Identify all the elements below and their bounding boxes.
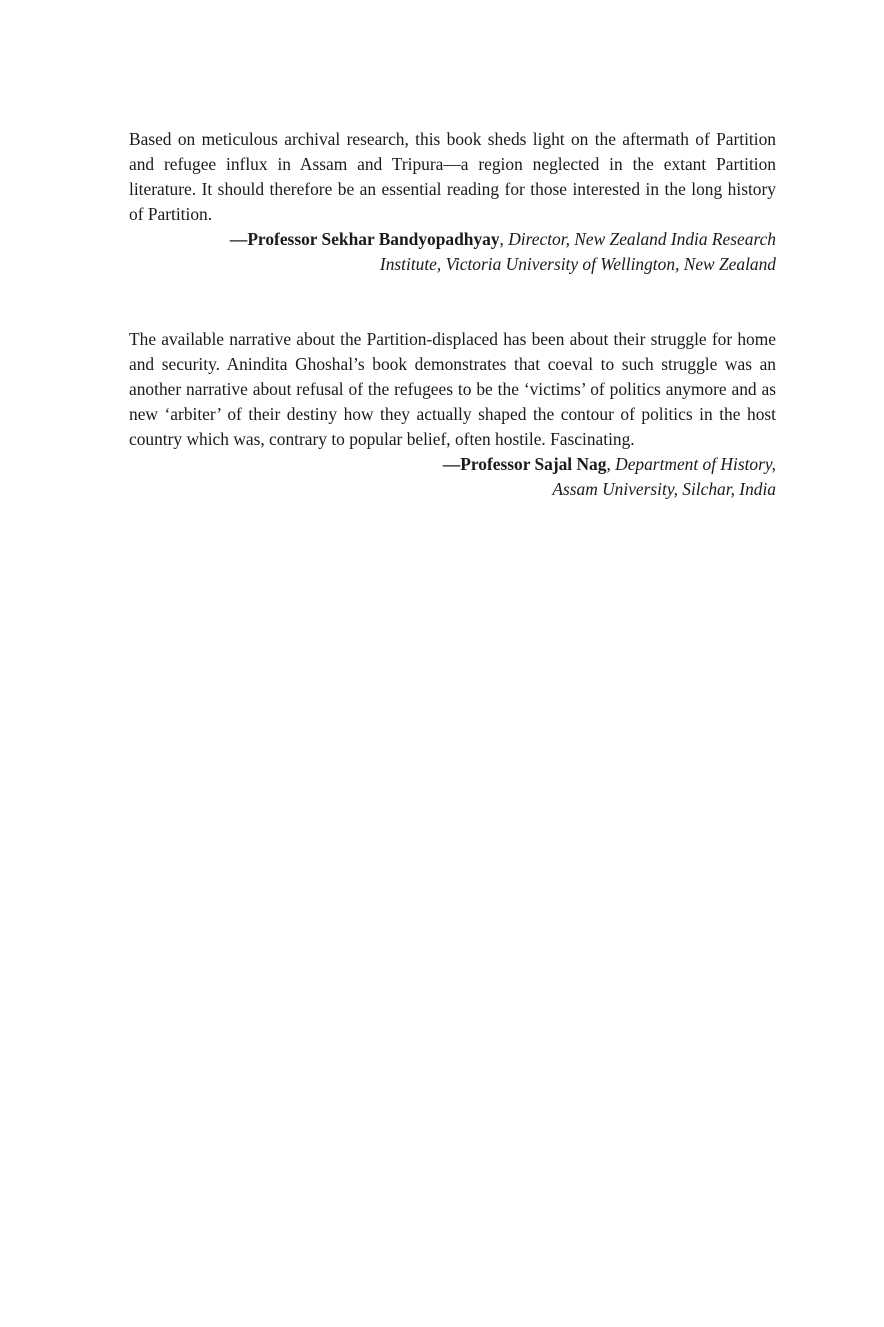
endorsement-attribution <box>129 452 776 502</box>
endorsement-affiliation-line2: Assam University, Silchar, India <box>552 479 776 499</box>
endorsement-author: —Professor Sekhar Bandyopadhyay <box>229 229 500 249</box>
endorsement-affiliation-line2: Institute, Victoria University of Wellington, New Zealand <box>379 254 776 274</box>
endorsement-affiliation-line1: Department of History, <box>615 454 776 474</box>
endorsement-author: —Professor Sajal Nag <box>442 454 607 474</box>
endorsement-2 <box>129 327 776 502</box>
endorsement-attribution <box>129 227 776 277</box>
endorsement-quote: Based on meticulous archival research, this book sheds light on the aftermath of Partition and refugee influx in Assam and Tripura—a region neglected in the extant Partition literature. It should therefore be an essential reading for those interested in the long history of Partition. <box>129 129 776 224</box>
attribution-separator: , <box>499 229 509 249</box>
attribution-separator: , <box>606 454 616 474</box>
endorsement-affiliation-line1: Director, New Zealand India Research <box>508 229 776 249</box>
endorsement-1 <box>129 127 776 277</box>
endorsement-quote: The available narrative about the Partition-displaced has been about their struggle for home and security. Anindita Ghoshal’s book demonstrates that coeval to such struggle was an another narrative about refusal of the refugees to be the ‘victims’ of politics anymore and as new ‘arbiter’ of their destiny how they actually shaped the contour of politics in the host country which was, contrary to popular belief, often hostile. Fascinating. <box>129 329 776 449</box>
